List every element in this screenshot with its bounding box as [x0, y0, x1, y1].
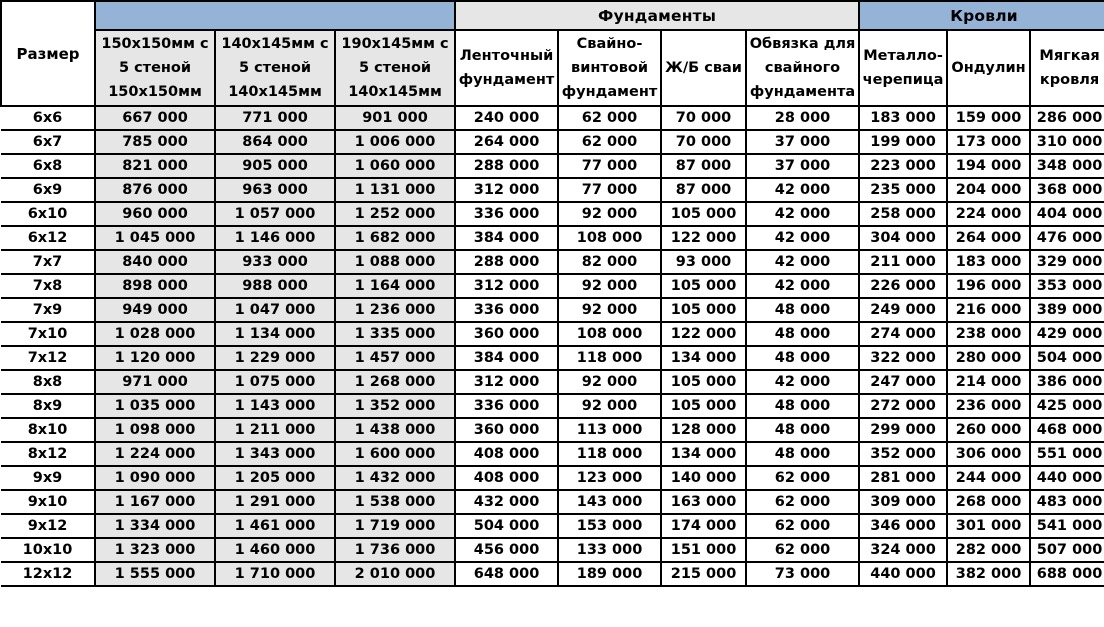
- price-cell: 244 000: [947, 466, 1030, 490]
- price-cell: 105 000: [661, 298, 746, 322]
- table-row: [1, 346, 1104, 370]
- header-sub-row: [1, 30, 1104, 106]
- timber-190x145-header: 190x145мм с 5 стеной 140x145мм: [335, 30, 455, 106]
- row-size-cell: 8x10: [1, 418, 95, 442]
- price-cell: 1 555 000: [95, 562, 215, 586]
- row-size-cell: 8x8: [1, 370, 95, 394]
- price-cell: 62 000: [746, 466, 859, 490]
- price-cell: 304 000: [859, 226, 947, 250]
- price-cell: 153 000: [558, 514, 661, 538]
- metal-tile-header: Металло- черепица: [859, 30, 947, 106]
- price-cell: 143 000: [558, 490, 661, 514]
- price-cell: 1 352 000: [335, 394, 455, 418]
- price-cell: 1 205 000: [215, 466, 335, 490]
- price-cell: 1 006 000: [335, 130, 455, 154]
- price-cell: 440 000: [1030, 466, 1104, 490]
- price-cell: 1 060 000: [335, 154, 455, 178]
- price-cell: 122 000: [661, 226, 746, 250]
- price-cell: 133 000: [558, 538, 661, 562]
- price-cell: 282 000: [947, 538, 1030, 562]
- table-row: [1, 202, 1104, 226]
- header-band-row: [1, 1, 1104, 30]
- price-cell: 949 000: [95, 298, 215, 322]
- row-size-cell: 8x9: [1, 394, 95, 418]
- price-cell: 384 000: [455, 346, 558, 370]
- price-cell: 1 057 000: [215, 202, 335, 226]
- price-cell: 92 000: [558, 274, 661, 298]
- table-row: [1, 322, 1104, 346]
- row-size-cell: 7x7: [1, 250, 95, 274]
- price-cell: 189 000: [558, 562, 661, 586]
- price-cell: 1 146 000: [215, 226, 335, 250]
- row-size-cell: 7x8: [1, 274, 95, 298]
- price-cell: 216 000: [947, 298, 1030, 322]
- row-size-cell: 8x12: [1, 442, 95, 466]
- price-cell: 384 000: [455, 226, 558, 250]
- table-row: [1, 562, 1104, 586]
- price-cell: 87 000: [661, 178, 746, 202]
- price-cell: 1 682 000: [335, 226, 455, 250]
- price-cell: 1 252 000: [335, 202, 455, 226]
- price-cell: 1 131 000: [335, 178, 455, 202]
- price-cell: 260 000: [947, 418, 1030, 442]
- price-cell: 336 000: [455, 298, 558, 322]
- price-cell: 264 000: [947, 226, 1030, 250]
- price-cell: 140 000: [661, 466, 746, 490]
- table-row: [1, 298, 1104, 322]
- row-size-cell: 7x12: [1, 346, 95, 370]
- price-cell: 48 000: [746, 442, 859, 466]
- price-cell: 272 000: [859, 394, 947, 418]
- price-cell: 1 164 000: [335, 274, 455, 298]
- price-cell: 105 000: [661, 394, 746, 418]
- price-cell: 105 000: [661, 202, 746, 226]
- table-row: [1, 490, 1104, 514]
- price-cell: 238 000: [947, 322, 1030, 346]
- concrete-piles-header: Ж/Б сваи: [661, 30, 746, 106]
- price-cell: 77 000: [558, 178, 661, 202]
- price-cell: 215 000: [661, 562, 746, 586]
- size-column-header: Размер: [1, 1, 95, 106]
- price-cell: 268 000: [947, 490, 1030, 514]
- price-cell: 1 538 000: [335, 490, 455, 514]
- table-row: [1, 250, 1104, 274]
- price-cell: 183 000: [859, 106, 947, 130]
- price-cell: 163 000: [661, 490, 746, 514]
- price-cell: 504 000: [455, 514, 558, 538]
- price-cell: 42 000: [746, 226, 859, 250]
- price-cell: 92 000: [558, 298, 661, 322]
- price-cell: 62 000: [746, 514, 859, 538]
- price-cell: 476 000: [1030, 226, 1104, 250]
- price-cell: 312 000: [455, 178, 558, 202]
- price-cell: 105 000: [661, 274, 746, 298]
- row-size-cell: 6x6: [1, 106, 95, 130]
- price-cell: 226 000: [859, 274, 947, 298]
- screw-pile-foundation-header: Свайно- винтовой фундамент: [558, 30, 661, 106]
- row-size-cell: 9x9: [1, 466, 95, 490]
- price-cell: 196 000: [947, 274, 1030, 298]
- price-cell: 456 000: [455, 538, 558, 562]
- price-cell: 299 000: [859, 418, 947, 442]
- row-size-cell: 12x12: [1, 562, 95, 586]
- price-cell: 235 000: [859, 178, 947, 202]
- price-cell: 42 000: [746, 202, 859, 226]
- price-cell: 346 000: [859, 514, 947, 538]
- price-cell: 62 000: [558, 130, 661, 154]
- table-row: [1, 226, 1104, 250]
- price-cell: 48 000: [746, 394, 859, 418]
- row-size-cell: 7x10: [1, 322, 95, 346]
- price-cell: 204 000: [947, 178, 1030, 202]
- price-cell: 360 000: [455, 322, 558, 346]
- price-cell: 42 000: [746, 274, 859, 298]
- row-size-cell: 6x7: [1, 130, 95, 154]
- foundations-band-header: Фундаменты: [455, 1, 859, 30]
- price-cell: 183 000: [947, 250, 1030, 274]
- price-cell: 62 000: [746, 490, 859, 514]
- price-cell: 551 000: [1030, 442, 1104, 466]
- price-cell: 118 000: [558, 442, 661, 466]
- price-cell: 1 335 000: [335, 322, 455, 346]
- price-cell: 432 000: [455, 490, 558, 514]
- price-cell: 37 000: [746, 154, 859, 178]
- price-cell: 77 000: [558, 154, 661, 178]
- price-cell: 288 000: [455, 250, 558, 274]
- price-cell: 329 000: [1030, 250, 1104, 274]
- price-cell: 1 028 000: [95, 322, 215, 346]
- price-cell: 440 000: [859, 562, 947, 586]
- price-cell: 28 000: [746, 106, 859, 130]
- price-cell: 1 088 000: [335, 250, 455, 274]
- price-cell: 264 000: [455, 130, 558, 154]
- price-cell: 301 000: [947, 514, 1030, 538]
- price-cell: 247 000: [859, 370, 947, 394]
- price-cell: 667 000: [95, 106, 215, 130]
- price-cell: 483 000: [1030, 490, 1104, 514]
- soft-roof-header: Мягкая кровля: [1030, 30, 1104, 106]
- price-cell: 864 000: [215, 130, 335, 154]
- price-cell: 224 000: [947, 202, 1030, 226]
- price-cell: 408 000: [455, 442, 558, 466]
- price-cell: 507 000: [1030, 538, 1104, 562]
- price-cell: 280 000: [947, 346, 1030, 370]
- price-cell: 312 000: [455, 370, 558, 394]
- price-cell: 151 000: [661, 538, 746, 562]
- timber-band-header: [95, 1, 455, 30]
- price-cell: 1 075 000: [215, 370, 335, 394]
- price-cell: 1 224 000: [95, 442, 215, 466]
- price-cell: 128 000: [661, 418, 746, 442]
- price-cell: 648 000: [455, 562, 558, 586]
- price-cell: 1 167 000: [95, 490, 215, 514]
- price-cell: 48 000: [746, 322, 859, 346]
- price-cell: 1 291 000: [215, 490, 335, 514]
- price-cell: 1 334 000: [95, 514, 215, 538]
- price-cell: 134 000: [661, 346, 746, 370]
- price-cell: 840 000: [95, 250, 215, 274]
- price-cell: 1 461 000: [215, 514, 335, 538]
- price-cell: 324 000: [859, 538, 947, 562]
- price-rows: [1, 106, 1104, 586]
- price-cell: 429 000: [1030, 322, 1104, 346]
- price-cell: 82 000: [558, 250, 661, 274]
- price-cell: 42 000: [746, 250, 859, 274]
- price-cell: 348 000: [1030, 154, 1104, 178]
- row-size-cell: 6x12: [1, 226, 95, 250]
- price-cell: 1 600 000: [335, 442, 455, 466]
- price-cell: 1 098 000: [95, 418, 215, 442]
- price-cell: 92 000: [558, 370, 661, 394]
- price-cell: 688 000: [1030, 562, 1104, 586]
- roofs-band-header: Кровли: [859, 1, 1104, 30]
- row-size-cell: 6x8: [1, 154, 95, 178]
- price-cell: 62 000: [558, 106, 661, 130]
- row-size-cell: 10x10: [1, 538, 95, 562]
- price-cell: 353 000: [1030, 274, 1104, 298]
- table-row: [1, 274, 1104, 298]
- price-cell: 468 000: [1030, 418, 1104, 442]
- price-cell: 211 000: [859, 250, 947, 274]
- table-row: [1, 418, 1104, 442]
- price-cell: 336 000: [455, 394, 558, 418]
- price-cell: 73 000: [746, 562, 859, 586]
- price-cell: 785 000: [95, 130, 215, 154]
- price-cell: 70 000: [661, 106, 746, 130]
- price-cell: 352 000: [859, 442, 947, 466]
- price-cell: 408 000: [455, 466, 558, 490]
- price-cell: 199 000: [859, 130, 947, 154]
- timber-150x150-header: 150x150мм с 5 стеной 150x150мм: [95, 30, 215, 106]
- price-cell: 108 000: [558, 226, 661, 250]
- price-cell: 1 143 000: [215, 394, 335, 418]
- price-cell: 1 323 000: [95, 538, 215, 562]
- price-cell: 504 000: [1030, 346, 1104, 370]
- price-cell: 963 000: [215, 178, 335, 202]
- price-cell: 236 000: [947, 394, 1030, 418]
- table-row: [1, 466, 1104, 490]
- table-row: [1, 106, 1104, 130]
- price-cell: 368 000: [1030, 178, 1104, 202]
- price-cell: 258 000: [859, 202, 947, 226]
- table-row: [1, 130, 1104, 154]
- price-cell: 1 736 000: [335, 538, 455, 562]
- price-cell: 386 000: [1030, 370, 1104, 394]
- price-cell: 159 000: [947, 106, 1030, 130]
- strip-foundation-header: Ленточный фундамент: [455, 30, 558, 106]
- price-cell: 173 000: [947, 130, 1030, 154]
- price-cell: 1 035 000: [95, 394, 215, 418]
- price-cell: 876 000: [95, 178, 215, 202]
- price-cell: 901 000: [335, 106, 455, 130]
- table-row: [1, 178, 1104, 202]
- price-cell: 322 000: [859, 346, 947, 370]
- price-cell: 771 000: [215, 106, 335, 130]
- price-cell: 1 236 000: [335, 298, 455, 322]
- price-cell: 1 432 000: [335, 466, 455, 490]
- price-cell: 123 000: [558, 466, 661, 490]
- price-cell: 70 000: [661, 130, 746, 154]
- table-row: [1, 514, 1104, 538]
- price-cell: 194 000: [947, 154, 1030, 178]
- price-cell: 249 000: [859, 298, 947, 322]
- price-cell: 1 457 000: [335, 346, 455, 370]
- timber-140x145-header: 140x145мм с 5 стеной 140x145мм: [215, 30, 335, 106]
- price-cell: 336 000: [455, 202, 558, 226]
- price-cell: 1 710 000: [215, 562, 335, 586]
- price-cell: 2 010 000: [335, 562, 455, 586]
- table-row: [1, 538, 1104, 562]
- ondulin-header: Ондулин: [947, 30, 1030, 106]
- price-cell: 286 000: [1030, 106, 1104, 130]
- table-row: [1, 154, 1104, 178]
- price-cell: 93 000: [661, 250, 746, 274]
- price-cell: 389 000: [1030, 298, 1104, 322]
- price-cell: 425 000: [1030, 394, 1104, 418]
- price-cell: 382 000: [947, 562, 1030, 586]
- price-cell: 404 000: [1030, 202, 1104, 226]
- row-size-cell: 7x9: [1, 298, 95, 322]
- price-cell: 309 000: [859, 490, 947, 514]
- row-size-cell: 6x9: [1, 178, 95, 202]
- price-cell: 821 000: [95, 154, 215, 178]
- price-cell: 42 000: [746, 178, 859, 202]
- price-cell: 92 000: [558, 202, 661, 226]
- price-cell: 1 134 000: [215, 322, 335, 346]
- price-cell: 48 000: [746, 346, 859, 370]
- price-cell: 223 000: [859, 154, 947, 178]
- price-cell: 174 000: [661, 514, 746, 538]
- row-size-cell: 6x10: [1, 202, 95, 226]
- table-row: [1, 442, 1104, 466]
- price-cell: 288 000: [455, 154, 558, 178]
- price-cell: 113 000: [558, 418, 661, 442]
- price-cell: 1 719 000: [335, 514, 455, 538]
- price-cell: 37 000: [746, 130, 859, 154]
- price-cell: 310 000: [1030, 130, 1104, 154]
- price-cell: 971 000: [95, 370, 215, 394]
- price-cell: 541 000: [1030, 514, 1104, 538]
- price-cell: 1 045 000: [95, 226, 215, 250]
- price-cell: 1 211 000: [215, 418, 335, 442]
- price-cell: 933 000: [215, 250, 335, 274]
- price-cell: 1 438 000: [335, 418, 455, 442]
- price-cell: 105 000: [661, 370, 746, 394]
- price-cell: 134 000: [661, 442, 746, 466]
- price-cell: 905 000: [215, 154, 335, 178]
- price-cell: 1 343 000: [215, 442, 335, 466]
- price-cell: 1 229 000: [215, 346, 335, 370]
- price-cell: 42 000: [746, 370, 859, 394]
- price-cell: 306 000: [947, 442, 1030, 466]
- price-cell: 48 000: [746, 418, 859, 442]
- table-row: [1, 370, 1104, 394]
- price-cell: 214 000: [947, 370, 1030, 394]
- price-cell: 898 000: [95, 274, 215, 298]
- price-cell: 281 000: [859, 466, 947, 490]
- price-cell: 274 000: [859, 322, 947, 346]
- price-cell: 960 000: [95, 202, 215, 226]
- pile-binding-header: Обвязка для свайного фундамента: [746, 30, 859, 106]
- price-cell: 1 047 000: [215, 298, 335, 322]
- price-cell: 118 000: [558, 346, 661, 370]
- price-cell: 1 120 000: [95, 346, 215, 370]
- price-cell: 122 000: [661, 322, 746, 346]
- price-cell: 1 460 000: [215, 538, 335, 562]
- price-cell: 108 000: [558, 322, 661, 346]
- row-size-cell: 9x12: [1, 514, 95, 538]
- price-cell: 62 000: [746, 538, 859, 562]
- row-size-cell: 9x10: [1, 490, 95, 514]
- price-cell: 1 268 000: [335, 370, 455, 394]
- price-cell: 360 000: [455, 418, 558, 442]
- price-cell: 92 000: [558, 394, 661, 418]
- price-cell: 1 090 000: [95, 466, 215, 490]
- price-cell: 312 000: [455, 274, 558, 298]
- table-row: [1, 394, 1104, 418]
- price-cell: 988 000: [215, 274, 335, 298]
- price-cell: 87 000: [661, 154, 746, 178]
- price-cell: 240 000: [455, 106, 558, 130]
- price-cell: 48 000: [746, 298, 859, 322]
